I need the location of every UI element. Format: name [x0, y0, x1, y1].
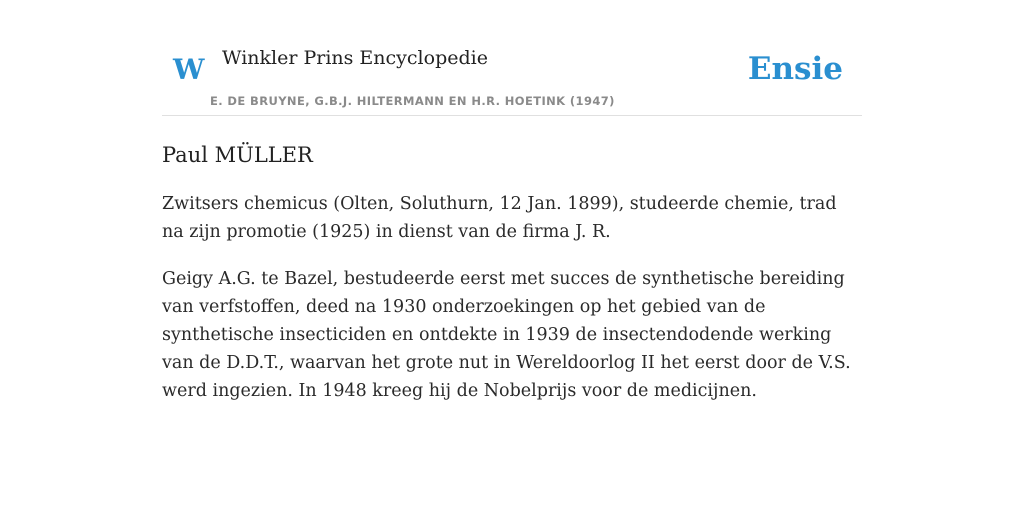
source-title: Winkler Prins Encyclopedie — [222, 47, 488, 69]
winkler-prins-logo[interactable]: W — [173, 53, 205, 86]
source-header — [162, 0, 862, 116]
article-paragraph: Zwitsers chemicus (Olten, Soluthurn, 12 Jan. 1899), studeerde chemie, trad na zijn promotie (1925) in dienst van de firma J. R. — [162, 194, 837, 242]
article — [162, 136, 862, 424]
source-authors: E. DE BRUYNE, G.B.J. HILTERMANN EN H.R. HOETINK (1947) — [210, 94, 615, 108]
article-body — [162, 190, 862, 405]
article-title: Paul MÜLLER — [162, 143, 313, 167]
article-paragraph: Geigy A.G. te Bazel, bestudeerde eerst met succes de synthetische bereiding van verfstoffen, deed na 1930 onderzoekingen op het gebied van de synthetische insecticiden en ontdekte in 1939 de insectendodende werking van de D.D.T., waarvan het grote nut in Wereldoorlog II het eerst door de V.S. werd ingezien. In 1948 kreeg hij de Nobelprijs voor de medicijnen. — [162, 269, 851, 401]
ensie-logo[interactable]: Ensie — [747, 51, 843, 87]
